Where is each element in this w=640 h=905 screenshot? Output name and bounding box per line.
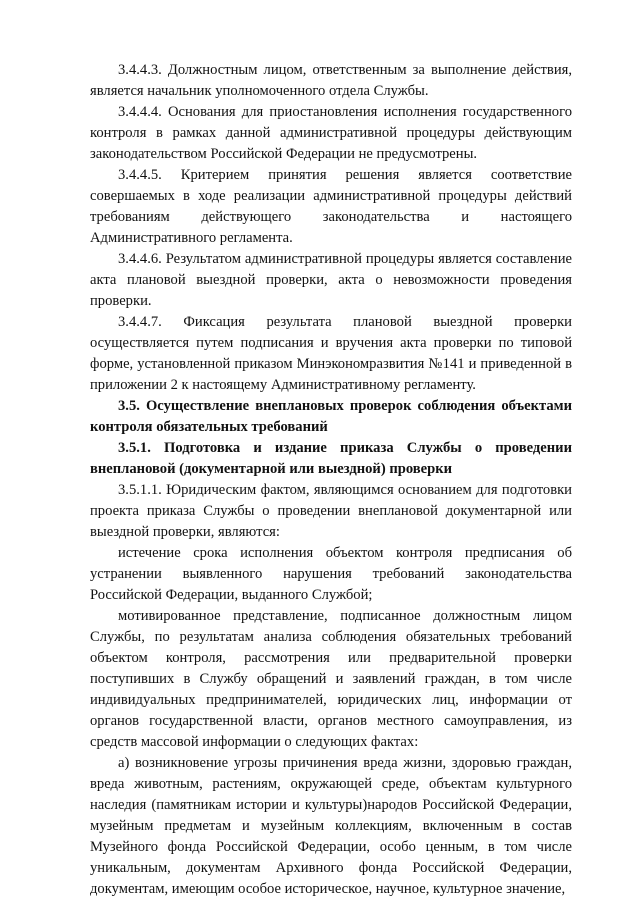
paragraph-item-a: а) возникновение угрозы причинения вреда жизни, здоровью граждан, вреда животным, растениям, окружающей среде, объектам культурного наследия (памятникам истории и культуры)народов Российской Федерации, музейным предметам и музейным коллекциям, включенным в состав Музейного фонда Российской Федерации, особо ценным, в том числе уникальным, документам Архивного фонда Российской Федерации, документам, имеющим особое историческое, научное, культурное значение, [90, 755, 572, 897]
paragraph-motivated-submission: мотивированное представление, подписанное должностным лицом Службы, по результатам анализа соблюдения обязательных требований объектом контроля, рассмотрения или предварительной проверки поступивших в Службу обращений и заявлений граждан, в том числе индивидуальных предпринимателей, юридических лиц, информации от органов государственной власти, органов местного самоуправления, из средств массовой информации о следующих фактах: [90, 608, 572, 750]
paragraph-3-4-4-5: 3.4.4.5. Критерием принятия решения является соответствие совершаемых в ходе реализации административной процедуры действий требованиям действующего законодательства и настоящего Административного регламента. [90, 167, 572, 246]
paragraph-3-4-4-6: 3.4.4.6. Результатом административной процедуры является составление акта плановой выездной проверки, акта о невозможности проведения проверки. [90, 251, 572, 309]
paragraph-3-4-4-4: 3.4.4.4. Основания для приостановления исполнения государственного контроля в рамках данной административной процедуры действующим законодательством Российской Федерации не предусмотрены. [90, 104, 572, 162]
paragraph-3-4-4-3: 3.4.4.3. Должностным лицом, ответственным за выполнение действия, является начальник уполномоченного отдела Службы. [90, 62, 572, 99]
section-heading-3-5: 3.5. Осуществление внеплановых проверок соблюдения объектами контроля обязательных требований [90, 398, 572, 435]
paragraph-3-5-1-1: 3.5.1.1. Юридическим фактом, являющимся основанием для подготовки проекта приказа Службы о проведении внеплановой документарной или выездной проверки, являются: [90, 482, 572, 540]
section-heading-3-5-1: 3.5.1. Подготовка и издание приказа Службы о проведении внеплановой (документарной или выездной) проверки [90, 440, 572, 477]
document-body [90, 60, 572, 900]
paragraph-3-4-4-7: 3.4.4.7. Фиксация результата плановой выездной проверки осуществляется путем подписания и вручения акта проверки по типовой форме, установленной приказом Минэкономразвития №141 и приведенной в приложении 2 к настоящему Административному регламенту. [90, 314, 572, 393]
paragraph-expiry-of-order: истечение срока исполнения объектом контроля предписания об устранении выявленного нарушения требований законодательства Российской Федерации, выданного Службой; [90, 545, 572, 603]
